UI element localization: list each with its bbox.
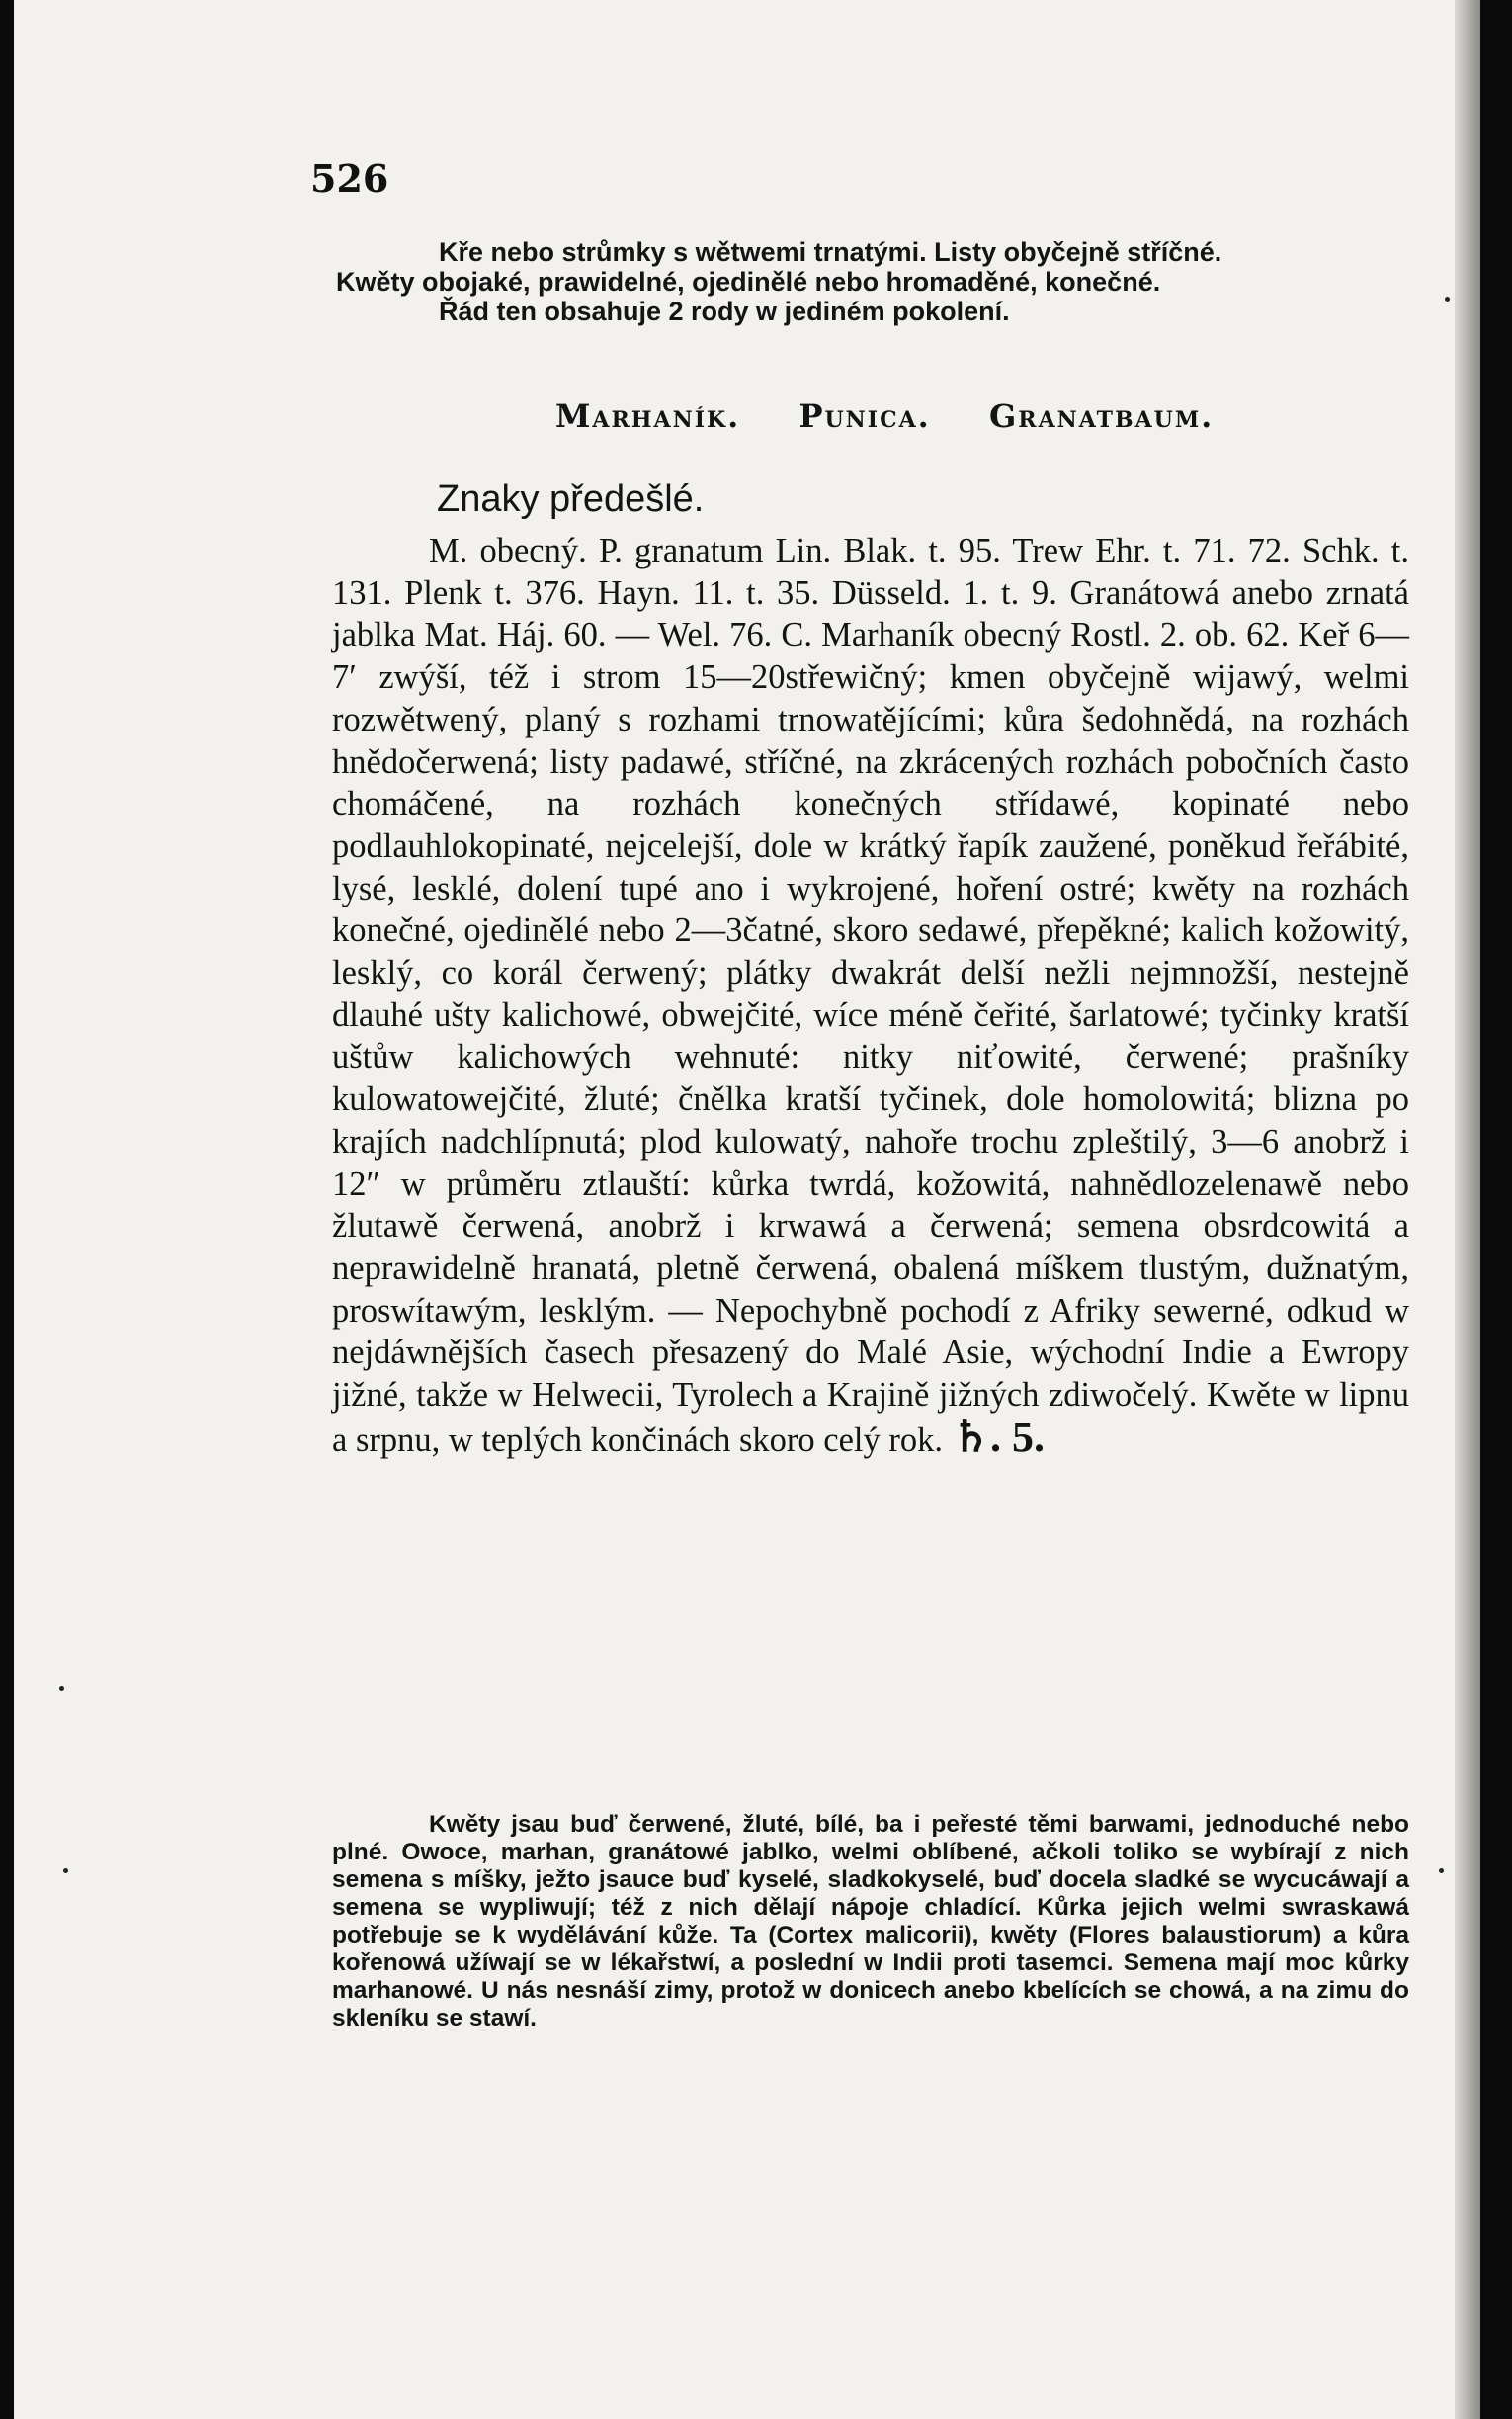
ink-speck (1445, 297, 1450, 302)
life-form-symbols: ♄. 5. (951, 1412, 1046, 1461)
intro-line-2: Kwěty obojaké, prawidelné, ojedinělé nebo hromaděné, konečné. (336, 267, 1161, 297)
ink-speck (59, 1686, 64, 1691)
note-text: Kwěty jsau buď čerwené, žluté, bílé, ba i peřesté těmi barwami, jednoduché nebo plné. Owoce, marhan, granátowé jablko, welmi oblíbené, ačkoli toliko se wybírají z nich semena s míšky, ježto jsauce buď kyselé, sladkokyselé, buď docela sladké se wycucáwají a semena se wypliwují; též z nich dělají nápoje chladící. Kůrka jejich welmi swraskawá potřebuje se k wydělávání kůže. Ta (Cortex malicorii), kwěty (Flores balaustiorum) a kůra kořenowá užíwají se w lékařstwí, a poslední w Indii proti tasemci. Semena mají moc kůrky marhanowé. U nás nesnáší zimy, protož w donicech anebo kbelících se chowá, a na zimu do skleníku se stawí. (332, 1811, 1409, 2031)
intro-line-3: Řád ten obsahuje 2 rody w jediném pokolení. (439, 297, 1010, 326)
genus-heading (555, 397, 1259, 435)
page-edge-shadow (1455, 0, 1480, 2419)
book-page (14, 0, 1480, 2419)
order-description (336, 237, 1423, 326)
species-description (332, 530, 1409, 1461)
genus-latin: Punica. (798, 397, 931, 435)
characters-note: Znaky předešlé. (437, 478, 705, 520)
page-number: 526 (310, 156, 389, 201)
genus-german: Granatbaum. (988, 397, 1215, 435)
species-text: M. obecný. P. granatum Lin. Blak. t. 95. Trew Ehr. t. 71. 72. Schk. t. 131. Plenk t. 376. Hayn. 11. t. 35. Düsseld. 1. t. 9. Granátowá anebo zrnatá jablka Mat. Háj. 60. — Wel. 76. C. Marhaník obecný Rostl. 2. ob. 62. Keř 6—7′ zwýší, též i strom 15—20střewičný; kmen obyčejně wijawý, welmi rozwětwený, planý s rozhami trnowatějícími; kůra šedohnědá, na rozhách hnědočerwená; listy padawé, stříčné, na zkrácených rozhách pobočních často chomáčené, na rozhách konečných střídawé, kopinaté nebo podlauhlokopinaté, nejcelejší, dole w krátký řapík zaužené, poněkud řeřábité, lysé, lesklé, dolení tupé ano i wykrojené, hoření ostré; kwěty na rozhách konečné, ojedinělé nebo 2—3čatné, skoro sedawé, přepěkné; kalich kožowitý, lesklý, co korál čerwený; plátky dwakrát delší nežli nejmnožší, nestejně dlauhé ušty kalichowé, obwejčité, wíce méně čeřité, šarlatowé; tyčinky kratší uštůw kalichowých wehnuté: nitky niťowité, čerwené; prašníky kulowatowejčité, žluté; čnělka kratší tyčinek, dole homolowitá; blizna po krajích nadchlípnutá; plod kulowatý, nahoře trochu zpleštilý, 3—6 anobrž i 12″ w průměru ztlauští: kůrka twrdá, kožowitá, nahnědlozelenawě nebo žlutawě čerwená, anobrž i krwawá a čerwená; semena obsrdcowitá a neprawidelně hranatá, pletně čerwená, obalená míškem tlustým, dužnatým, proswítawým, lesklým. — Nepochybně pochodí z Afriky sewerné, odkud w nejdáwnějších časech přesazený do Malé Asie, wýchodní Indie a Ewropy jižné, takže w Helwecii, Tyrolech a Krajině jižných zdiwočelý. Kwěte w lipnu a srpnu, w teplých končinách skoro celý rok. (332, 532, 1409, 1459)
ink-speck (1439, 1868, 1444, 1873)
genus-czech: Marhaník. (555, 397, 741, 435)
ink-speck (63, 1868, 68, 1873)
species-paragraph (332, 530, 1409, 1461)
footnote-paragraph (332, 1811, 1409, 2032)
intro-line-1: Kře nebo strůmky s wětwemi trnatými. Listy obyčejně stříčné. (439, 237, 1222, 267)
